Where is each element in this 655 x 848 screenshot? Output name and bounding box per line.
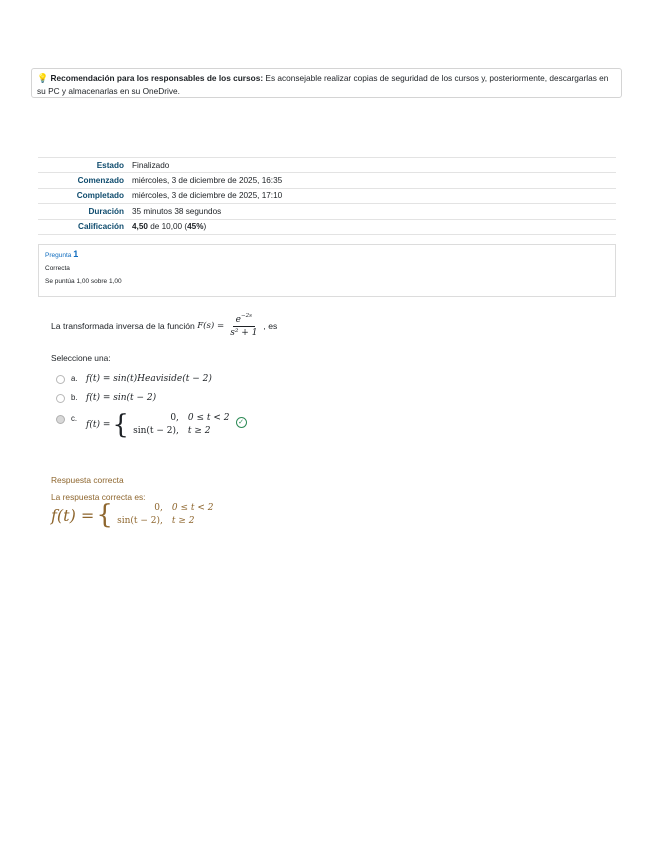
summary-value	[132, 219, 616, 234]
option-a-text: f(t) = sin(t)Heaviside(t − 2)	[86, 374, 212, 384]
option-b-text: f(t) = sin(t − 2)	[86, 393, 157, 403]
summary-value: 35 minutos 38 segundos	[132, 204, 616, 219]
option-letter: a.	[71, 374, 78, 383]
question-text	[51, 313, 277, 338]
option-b[interactable]	[56, 393, 156, 403]
fraction-numerator: $e^{-2s}$	[233, 313, 255, 327]
check-circle-icon: ✓	[236, 417, 247, 428]
case-row: 0, 0 ≤ t < 2	[170, 413, 230, 423]
left-brace: {	[96, 500, 113, 530]
feedback-title: Respuesta correcta	[51, 475, 124, 485]
option-a-radio[interactable]	[56, 375, 65, 384]
lightbulb-icon: 💡	[37, 73, 49, 83]
select-prompt: Seleccione una:	[51, 353, 111, 363]
question-number	[45, 249, 609, 259]
option-a[interactable]	[56, 374, 212, 384]
option-letter: b.	[71, 393, 78, 402]
correct-answer-label: La respuesta correcta es:	[51, 492, 146, 502]
option-c-radio-selected[interactable]	[56, 415, 65, 424]
laplace-fraction	[227, 313, 260, 338]
grade-score: 4,50	[132, 222, 148, 232]
question-text-before: La transformada inversa de la función	[51, 320, 195, 331]
question-number-value: 1	[73, 249, 79, 259]
left-brace: {	[112, 410, 129, 440]
grade-middle: de 10,00 (	[147, 222, 188, 232]
fraction-exponent: −2s	[241, 313, 252, 319]
question-label: Pregunta	[45, 252, 72, 259]
piecewise-lhs: f(t) =	[51, 505, 95, 525]
case-row: sin(t − 2), t ≥ 2	[117, 516, 195, 526]
fraction-denominator: s² + 1	[230, 328, 258, 338]
notice-bold-text: Recomendación para los responsables de los cursos:	[50, 73, 264, 83]
feedback-box	[51, 475, 213, 528]
option-c[interactable]	[56, 410, 247, 440]
piecewise-cases	[115, 502, 214, 528]
question-text-after: , es	[263, 320, 278, 331]
attempt-summary-table	[38, 157, 616, 235]
summary-row-completado	[38, 188, 616, 203]
option-letter: c.	[71, 414, 78, 423]
summary-label: Duración	[38, 204, 132, 219]
option-b-radio[interactable]	[56, 394, 65, 403]
piecewise-lhs: f(t) =	[86, 420, 111, 430]
summary-row-estado	[38, 158, 616, 173]
summary-row-comenzado	[38, 173, 616, 188]
function-lhs: F(s) =	[197, 320, 225, 331]
piecewise-cases	[131, 412, 230, 438]
summary-row-duracion	[38, 204, 616, 219]
summary-label: Completado	[38, 188, 132, 203]
case-row: sin(t − 2), t ≥ 2	[133, 426, 211, 436]
question-mark: Se puntúa 1,00 sobre 1,00	[45, 278, 122, 285]
grade-end: )	[203, 222, 207, 232]
question-info-box	[38, 244, 616, 297]
option-c-piecewise	[86, 412, 230, 438]
grade-percent: 45%	[187, 222, 204, 232]
summary-row-calificacion	[38, 219, 616, 234]
notice-text: Es aconsejable realizar copias de seguridad de los cursos y, posteriormente, descargarlas en su PC y almacenarlas en su OneDrive.	[37, 73, 609, 96]
summary-value: miércoles, 3 de diciembre de 2025, 16:35	[132, 173, 616, 188]
summary-label: Comenzado	[38, 173, 132, 188]
backup-recommendation-notice	[31, 68, 622, 98]
summary-value: miércoles, 3 de diciembre de 2025, 17:10	[132, 188, 616, 203]
summary-value: Finalizado	[132, 158, 616, 173]
summary-label: Estado	[38, 158, 132, 173]
case-row: 0, 0 ≤ t < 2	[154, 503, 214, 513]
correct-answer-piecewise	[51, 502, 213, 528]
summary-label: Calificación	[38, 219, 132, 234]
question-state: Correcta	[45, 265, 70, 272]
